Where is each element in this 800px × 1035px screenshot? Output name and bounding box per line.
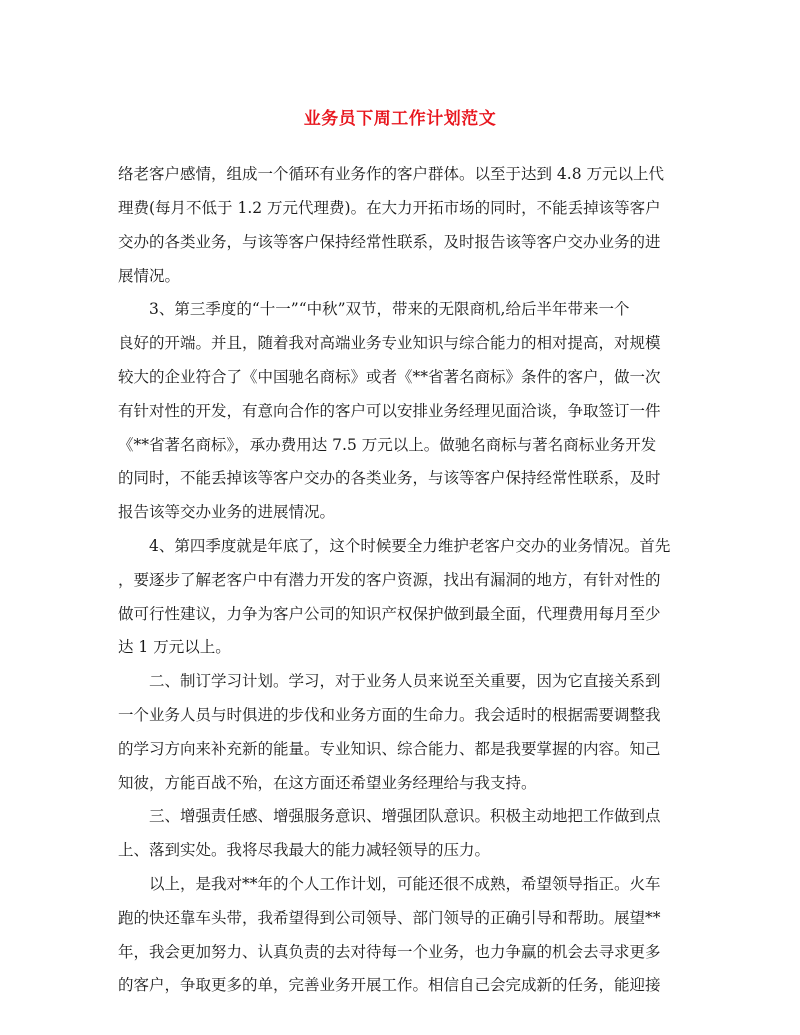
text-line: 理费(每月不低于 1.2 万元代理费)。在大力开拓市场的同时，不能丢掉该等客户 xyxy=(118,199,661,217)
text-line: 交办的各类业务，与该等客户保持经常性联系，及时报告该等客户交办业务的进 xyxy=(118,233,661,251)
text-line: 上、落到实处。我将尽我最大的能力减轻领导的压力。 xyxy=(118,841,491,859)
text-line: 较大的企业符合了《中国驰名商标》或者《**省著名商标》条件的客户，做一次 xyxy=(118,368,661,386)
document-title: 业务员下周工作计划范文 xyxy=(303,109,497,129)
text-line: ，要逐步了解老客户中有潜力开发的客户资源，找出有漏洞的地方，有针对性的 xyxy=(118,571,661,589)
text-line: 有针对性的开发，有意向合作的客户可以安排业务经理见面洽谈，争取签订一件 xyxy=(118,402,661,420)
text-line: 的客户，争取更多的单，完善业务开展工作。相信自己会完成新的任务，能迎接 xyxy=(118,976,661,994)
text-line: 年，我会更加努力、认真负责的去对待每一个业务，也力争赢的机会去寻求更多 xyxy=(118,943,661,961)
paragraph-start-line: 3、第三季度的“十一”“中秋”双节，带来的无限商机,给后半年带来一个 xyxy=(149,300,630,318)
text-line: 知彼，方能百战不殆，在这方面还希望业务经理给与我支持。 xyxy=(118,774,537,792)
paragraph-start-line: 二、制订学习计划。学习，对于业务人员来说至关重要，因为它直接关系到 xyxy=(149,672,661,690)
text-line: 一个业务人员与时俱进的步伐和业务方面的生命力。我会适时的根据需要调整我 xyxy=(118,706,661,724)
text-line: 展情况。 xyxy=(118,267,181,285)
text-line: 达 1 万元以上。 xyxy=(118,638,231,656)
paragraph-start-line: 三、增强责任感、增强服务意识、增强团队意识。积极主动地把工作做到点 xyxy=(149,807,661,825)
text-line: 良好的开端。并且，随着我对高端业务专业知识与综合能力的相对提高，对规模 xyxy=(118,334,661,352)
paragraph-start-line: 4、第四季度就是年底了，这个时候要全力维护老客户交办的业务情况。首先 xyxy=(149,537,671,555)
text-line: 跑的快还靠车头带，我希望得到公司领导、部门领导的正确引导和帮助。展望** xyxy=(118,909,661,927)
text-line: 报告该等交办业务的进展情况。 xyxy=(118,503,336,521)
text-line: 做可行性建议，力争为客户公司的知识产权保护做到最全面，代理费用每月至少 xyxy=(118,605,661,623)
text-line: 《**省著名商标》，承办费用达 7.5 万元以上。做驰名商标与著名商标业务开发 xyxy=(118,436,657,454)
text-line: 的学习方向来补充新的能量。专业知识、综合能力、都是我要掌握的内容。知己 xyxy=(118,740,661,758)
paragraph-start-line: 以上，是我对**年的个人工作计划，可能还很不成熟，希望领导指正。火车 xyxy=(149,875,661,893)
text-line: 络老客户感情，组成一个循环有业务作的客户群体。以至于达到 4.8 万元以上代 xyxy=(118,165,665,183)
text-line: 的同时，不能丢掉该等客户交办的各类业务，与该等客户保持经常性联系，及时 xyxy=(118,469,661,487)
